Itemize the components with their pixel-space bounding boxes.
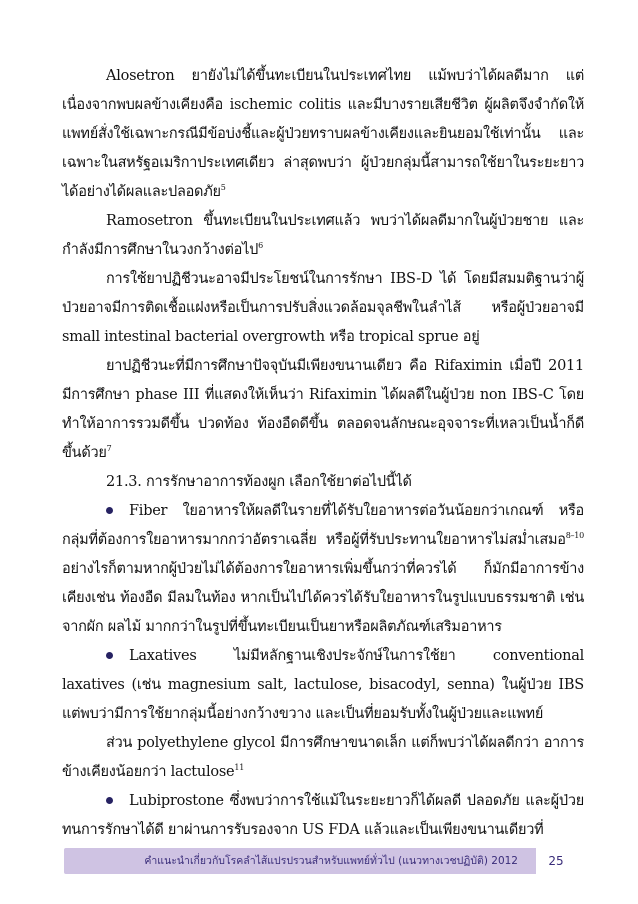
page-number: 25 bbox=[533, 848, 576, 874]
paragraph-ramosetron: Ramosetron ขึ้นทะเบียนในประเทศแล้ว พบว่าได้ผลดีมากในผู้ป่วยชาย และกำลังมีการศึกษาในวงกว้างต่อไป$^6$ bbox=[62, 213, 584, 258]
paragraph-rifaximin: ยาปฏิชีวนะที่มีการศึกษาปัจจุบันมีเพียงขนานเดียว คือ Rifaximin เมื่อปี 2011 มีการศึกษา phase III ที่แสดงให้เห็นว่า Rifaximin ได้ผลดีในผู้ป่วย non IBS-C โดยทำให้อาการรวมดีขึ้น ปวดท้อง ท้องอืดดีขึ้น ตลอดจนลักษณะอุจจาระที่เหลวเป็นน้ำก็ดีขึ้นด้วย$^7$ bbox=[62, 358, 584, 461]
bullet-icon bbox=[106, 652, 113, 659]
page-footer bbox=[64, 848, 576, 874]
citation-ref: 6 bbox=[258, 241, 263, 251]
bullet-item-lubiprostone: Lubiprostone ซึ่งพบว่าการใช้แม้ในระยะยาวก็ได้ผลดี ปลอดภัย และผู้ป่วยทนการรักษาได้ดี ยาผ่านการรับรองจาก US FDA แล้วและเป็นเพียงขนานเดียวที่ bbox=[62, 793, 584, 838]
citation-ref: 5 bbox=[220, 183, 226, 193]
bullet-item-fiber: Fiber ใยอาหารให้ผลดีในรายที่ได้รับใยอาหารต่อวันน้อยกว่าเกณฑ์ หรือกลุ่มที่ต้องการใยอาหารมากกว่าอัตราเฉลี่ย หรือผู้ที่รับประทานใยอาหารไม่สม่ำเสมอ$^{8-10}$ อย่างไรก็ตามหากผู้ป่วยไม่ได้ต้องการใยอาหารเพิ่มขึ้นกว่าที่ควรได้ ก็มักมีอาการข้างเคียงเช่น ท้องอืด มีลมในท้อง หากเป็นไปได้ควรได้รับใยอาหารในรูปแบบธรรมชาติ เช่นจากผัก ผลไม้ มากกว่าในรูปที่ขึ้นทะเบียนเป็นยาหรือผลิตภัณฑ์เสริมอาหาร bbox=[62, 503, 584, 635]
citation-ref: 11 bbox=[234, 763, 245, 773]
section-heading-constipation: 21.3. การรักษาอาการท้องผูก เลือกใช้ยาต่อไปนี้ได้ bbox=[106, 474, 412, 490]
body-text bbox=[62, 62, 584, 845]
bullet-item-laxatives: Laxatives ไม่มีหลักฐานเชิงประจักษ์ในการใช้ยา conventional laxatives (เช่น magnesium salt, lactulose, bisacodyl, senna) ในผู้ป่วย IBS แต่พบว่ามีการใช้ยากลุ่มนี้อย่างกว้างขวาง และเป็นที่ยอมรับทั้งในผู้ป่วยและแพทย์ bbox=[62, 648, 584, 722]
bullet-icon bbox=[106, 797, 113, 804]
paragraph-alosetron: Alosetron ยายังไม่ได้ขึ้นทะเบียนในประเทศไทย แม้พบว่าได้ผลดีมาก แต่เนื่องจากพบผลข้างเคียงคือ ischemic colitis และมีบางรายเสียชีวิต ผู้ผลิตจึงจำกัดให้แพทย์สั่งใช้เฉพาะกรณีมีข้อบ่งชี้และผู้ป่วยทราบผลข้างเคียงและยินยอมใช้เท่านั้น และเฉพาะในสหรัฐอเมริกาประเทศเดียว ล่าสุดพบว่า ผู้ป่วยกลุ่มนี้สามารถใช้ยาในระยะยาวได้อย่างได้ผลและปลอดภัย$^5$ bbox=[62, 68, 584, 200]
bullet-icon bbox=[106, 507, 113, 514]
paragraph-antibiotics: การใช้ยาปฏิชีวนะอาจมีประโยชน์ในการรักษา IBS-D ได้ โดยมีสมมติฐานว่าผู้ป่วยอาจมีการติดเชื้อแฝงหรือเป็นการปรับสิ่งแวดล้อมจุลชีพในลำไส้ หรือผู้ป่วยอาจมี small intestinal bacterial overgrowth หรือ tropical sprue อยู่ bbox=[62, 271, 584, 345]
footer-title: คำแนะนำเกี่ยวกับโรคลำไส้แปรปรวนสำหรับแพทย์ทั่วไป (แนวทางเวชปฏิบัติ) 2012 bbox=[144, 855, 518, 867]
paragraph-peg: ส่วน polyethylene glycol มีการศึกษาขนาดเล็ก แต่ก็พบว่าได้ผลดีกว่า อาการข้างเคียงน้อยกว่า lactulose$^{11}$ bbox=[62, 735, 584, 780]
citation-ref: 8–10 bbox=[565, 531, 584, 541]
citation-ref: 7 bbox=[106, 444, 112, 454]
